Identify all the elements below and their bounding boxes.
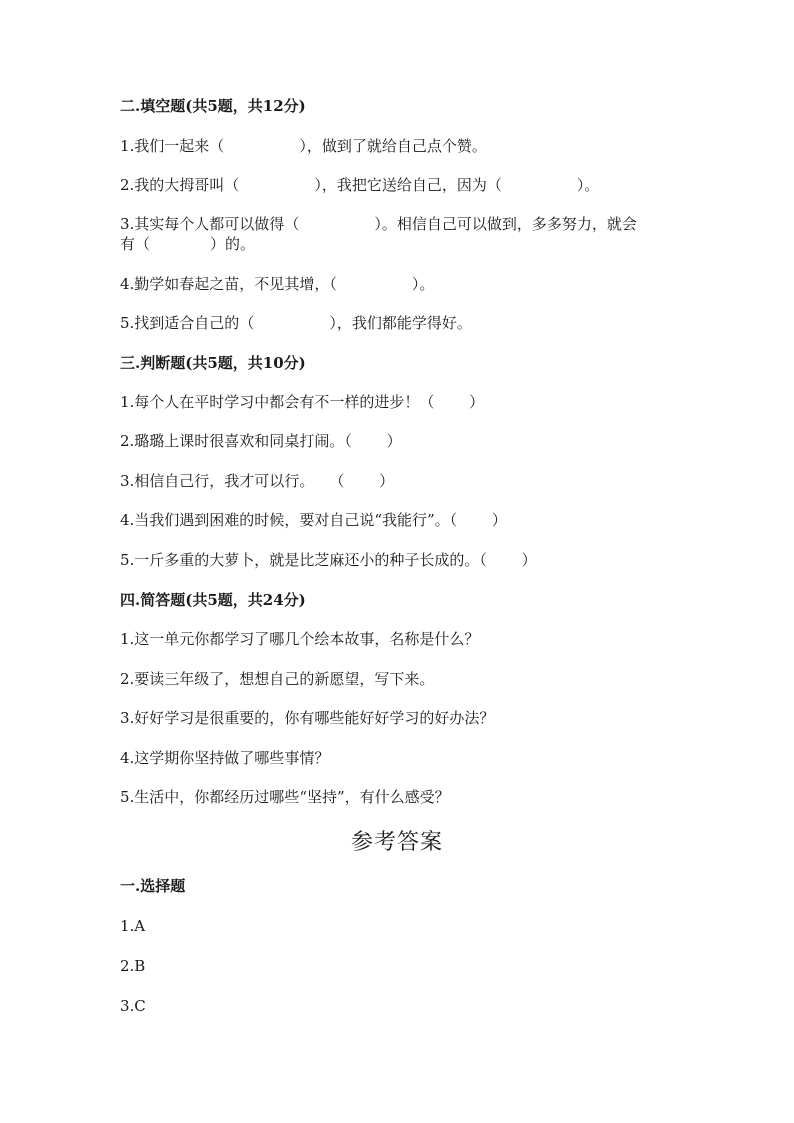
- answer-2: 2.B: [120, 957, 146, 975]
- short-answer-question-3: 3.好好学习是很重要的，你有哪些能好好学习的好办法？: [120, 709, 495, 727]
- answers-title: 参考答案: [350, 830, 443, 855]
- short-answer-question-1: 1.这一单元你都学习了哪几个绘本故事，名称是什么？: [120, 630, 480, 648]
- fill-blank-question-1: 1.我们一起来（ ），做到了就给自己点个赞。: [120, 137, 487, 155]
- fill-blank-question-3-continued: 有（ ）的。: [120, 235, 256, 253]
- section-3-heading: 三.判断题(共5题，共10分): [120, 354, 306, 372]
- answers-section-1-heading: 一.选择题: [120, 877, 186, 895]
- fill-blank-question-2: 2.我的大拇哥叫（ ），我把它送给自己，因为（ ）。: [120, 176, 600, 194]
- short-answer-question-5: 5.生活中，你都经历过哪些“坚持”，有什么感受？: [120, 788, 450, 806]
- answer-3: 3.C: [120, 997, 146, 1015]
- section-2-heading: 二.填空题(共5题，共12分): [120, 97, 306, 115]
- fill-blank-question-3: 3.其实每个人都可以做得（ ）。相信自己可以做到，多多努力，就会: [120, 215, 637, 233]
- section-4-heading: 四.简答题(共5题，共24分): [120, 591, 306, 609]
- true-false-question-4: 4.当我们遇到困难的时候，要对自己说“我能行”。（ ）: [120, 511, 507, 529]
- true-false-question-2: 2.璐璐上课时很喜欢和同桌打闹。（ ）: [120, 432, 402, 450]
- fill-blank-question-5: 5.找到适合自己的（ ），我们都能学得好。: [120, 314, 472, 332]
- short-answer-question-2: 2.要读三年级了，想想自己的新愿望，写下来。: [120, 670, 435, 688]
- true-false-question-1: 1.每个人在平时学习中都会有不一样的进步！（ ）: [120, 393, 485, 411]
- fill-blank-question-4: 4.勤学如春起之苗，不见其增，（ ）。: [120, 275, 435, 293]
- true-false-question-3: 3.相信自己行，我才可以行。 （ ）: [120, 472, 395, 490]
- short-answer-question-4: 4.这学期你坚持做了哪些事情？: [120, 749, 330, 767]
- true-false-question-5: 5.一斤多重的大萝卜，就是比芝麻还小的种子长成的。（ ）: [120, 551, 537, 569]
- answer-1: 1.A: [120, 917, 146, 935]
